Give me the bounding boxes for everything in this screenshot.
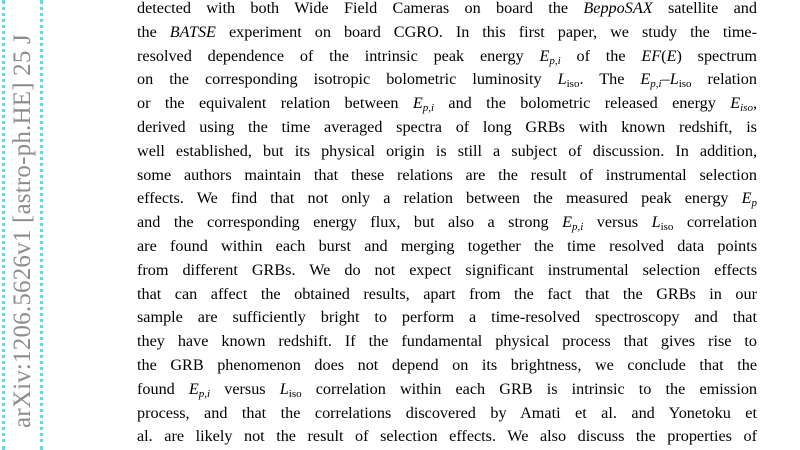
abstract-text-run: E (562, 213, 572, 232)
abstract-text-run: p,i (650, 78, 662, 91)
abstract-line (137, 45, 757, 69)
abstract-line (137, 354, 757, 378)
abstract-text-run: from different GRBs. We do not expect significant instrumental selection effects (137, 260, 757, 279)
abstract-line (137, 0, 757, 21)
abstract-text-run: iso (288, 387, 302, 400)
abstract-text-run: the (137, 22, 170, 41)
abstract-text-run: p,i (198, 387, 211, 400)
abstract-line (137, 140, 757, 164)
abstract-text-run: , (752, 94, 757, 113)
abstract-line (137, 330, 757, 354)
abstract-text-run: p,i (571, 221, 584, 234)
abstract-text-run: p,i (422, 102, 435, 115)
abstract-text-run: or the equivalent relation between (137, 94, 413, 113)
abstract-line (137, 259, 757, 283)
abstract-text-run: iso (740, 102, 753, 115)
abstract-text-run: spectrum (681, 46, 757, 65)
abstract-text-run: the GRB phenomenon does not depend on its brightness, we conclude that the (137, 355, 757, 374)
abstract-text-run: relation (691, 70, 757, 89)
abstract-text-run: found (137, 379, 189, 398)
abstract-text-run: iso (660, 221, 674, 234)
abstract-text-run: E (640, 70, 651, 89)
abstract-line (137, 211, 757, 235)
abstract-line (137, 21, 757, 45)
abstract-text-run: detected with both Wide Field Cameras on board the (137, 0, 584, 17)
abstract-text-run: sample are sufficiently bright to perform a time-resolved spectroscopy and that (137, 308, 757, 327)
abstract-text-run: BeppoSAX (583, 0, 653, 17)
abstract-text-run: E (730, 94, 741, 113)
abstract-text-run: versus (583, 213, 652, 232)
abstract-text-run: L (557, 70, 567, 89)
abstract-text-run: correlation (673, 213, 757, 232)
abstract-text-run: versus (210, 379, 280, 398)
abstract-text (137, 0, 757, 449)
abstract-text-run: on the corresponding isotropic bolometric luminosity (137, 70, 558, 89)
abstract-line (137, 378, 757, 402)
abstract-text-run: are found within each burst and merging together the time resolved data points (137, 236, 757, 255)
abstract-text-run: L (669, 70, 679, 89)
abstract-line (137, 306, 757, 330)
arxiv-margin-stamp (0, 0, 46, 450)
abstract-line (137, 92, 757, 116)
abstract-line (137, 283, 757, 307)
abstract-text-run: al. are likely not the result of selection effects. We also discuss the properties of (137, 427, 757, 446)
abstract-text-run: E (539, 46, 550, 65)
abstract-text-run: and the corresponding energy flux, but also a strong (137, 213, 563, 232)
abstract-text-run: ) (676, 46, 682, 65)
abstract-text-run: L (651, 213, 661, 232)
abstract-text-run: of the (560, 46, 642, 65)
abstract-line (137, 425, 757, 449)
abstract-text-run: well established, but its physical origin is still a subject of discussion. In addition, (137, 141, 757, 160)
abstract-text-run: satellite and (652, 0, 757, 17)
abstract-text-run: correlation within each GRB is intrinsic to the emission (301, 379, 758, 398)
abstract-text-run: process, and that the correlations discovered by Amati et al. and Yonetoku et (137, 403, 757, 422)
abstract-text-run: experiment on board CGRO. In this first paper, we study the time- (215, 22, 757, 41)
abstract-line (137, 187, 757, 211)
abstract-text-run: EF (641, 46, 662, 65)
abstract-line (137, 235, 757, 259)
dotted-border-left (2, 0, 5, 450)
abstract-text-run: . The (579, 70, 641, 89)
abstract-text-run: some authors maintain that these relations are the result of instrumental selection (137, 165, 757, 184)
abstract-text-run: iso (566, 78, 580, 91)
abstract-line (137, 116, 757, 140)
abstract-text-run: they have known redshift. If the fundamental physical process that gives rise to (137, 332, 757, 351)
dotted-border-right (40, 0, 43, 450)
abstract-text-run: resolved dependence of the intrinsic peak energy (137, 46, 540, 65)
abstract-text-run: – (661, 70, 670, 89)
abstract-line (137, 164, 757, 188)
abstract-text-run: and the bolometric released energy (434, 94, 731, 113)
abstract-text-run: BATSE (169, 22, 216, 41)
abstract-text-run: ( (661, 46, 667, 65)
abstract-text-run: E (666, 46, 677, 65)
abstract-line (137, 402, 757, 426)
arxiv-identifier: arXiv:1206.5626v1 [astro-ph.HE] 25 J (9, 34, 36, 428)
abstract-text-run: E (412, 94, 423, 113)
abstract-text-run: derived using the time averaged spectra of long GRBs with known redshift, is (137, 117, 757, 136)
abstract-text-run: E (188, 379, 199, 398)
abstract-text-run: that can affect the obtained results, apart from the fact that the GRBs in our (137, 284, 757, 303)
abstract-text-run: iso (678, 78, 692, 91)
abstract-line (137, 68, 757, 92)
abstract-text-run: p,i (549, 54, 561, 67)
abstract-text-run: E (741, 189, 752, 208)
abstract-text-run: L (279, 379, 289, 398)
abstract-text-run: p (751, 197, 757, 210)
abstract-text-run: effects. We find that not only a relation between the measured peak energy (137, 189, 742, 208)
